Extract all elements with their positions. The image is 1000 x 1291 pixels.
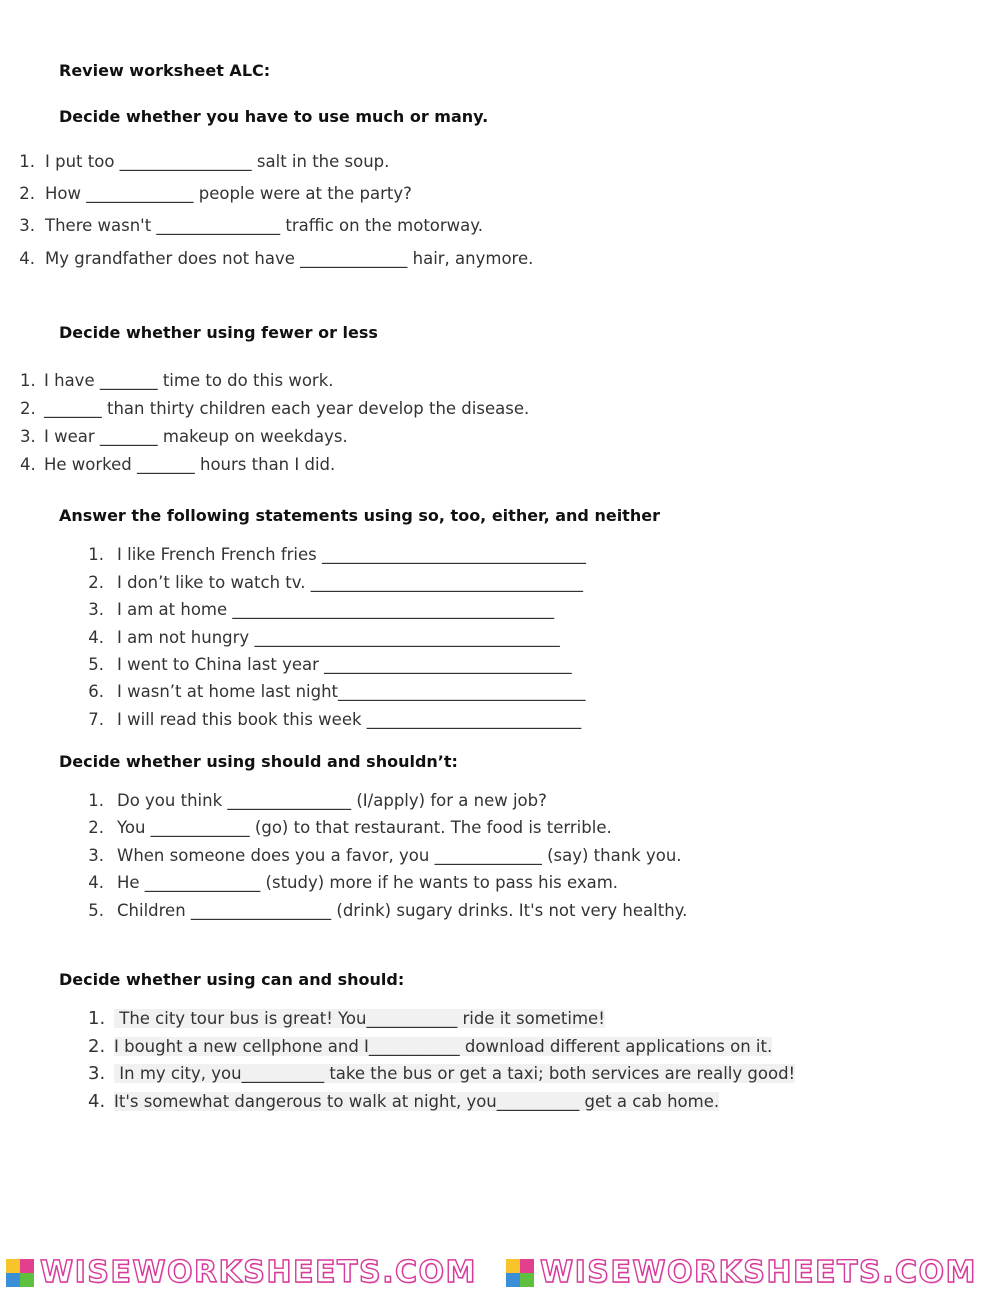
list-item: 5. I went to China last year ______________________________ — [88, 655, 572, 674]
list-item: 2. _______ than thirty children each year develop the disease. — [20, 399, 530, 418]
list-item: 1. The city tour bus is great! You___________ ride it sometime! — [88, 1008, 605, 1029]
section-heading-fewer-less: Decide whether using fewer or less — [59, 323, 378, 342]
list-item: 2. I don’t like to watch tv. _________________________________ — [88, 573, 583, 592]
list-item: 3. I wear _______ makeup on weekdays. — [20, 427, 348, 446]
list-item: 4. I am not hungry _____________________________________ — [88, 628, 560, 647]
section-heading-so-too-either-neither: Answer the following statements using so, too, either, and neither — [59, 506, 660, 525]
watermark-brand — [506, 1254, 977, 1291]
list-item: 4. He worked _______ hours than I did. — [20, 455, 336, 474]
watermark-text: WISEWORKSHEETS.COM — [40, 1255, 477, 1290]
list-item: 1. I put too ________________ salt in the soup. — [19, 152, 390, 171]
list-item: 4. He ______________ (study) more if he wants to pass his exam. — [88, 873, 619, 892]
footer-watermark — [0, 1254, 1000, 1291]
list-item: 1. I like French French fries ________________________________ — [88, 545, 587, 564]
list-item: 2. You ____________ (go) to that restaurant. The food is terrible. — [88, 818, 612, 837]
watermark-text: WISEWORKSHEETS.COM — [540, 1255, 977, 1290]
list-item: 1. I have _______ time to do this work. — [20, 371, 334, 390]
watermark-brand — [6, 1254, 477, 1291]
section-heading-much-many: Decide whether you have to use much or many. — [59, 107, 489, 126]
logo-icon — [506, 1259, 534, 1287]
list-item: 2. I bought a new cellphone and I___________ download different applications on it. — [88, 1036, 773, 1057]
list-item: 7. I will read this book this week __________________________ — [88, 710, 582, 729]
list-item: 4. It's somewhat dangerous to walk at night, you__________ get a cab home. — [88, 1091, 720, 1112]
list-item: 2. How _____________ people were at the party? — [19, 184, 412, 203]
logo-icon — [6, 1259, 34, 1287]
list-item: 1. Do you think _______________ (I/apply) for a new job? — [88, 791, 547, 810]
page-title: Review worksheet ALC: — [59, 61, 271, 80]
list-item: 3. I am at home _______________________________________ — [88, 600, 555, 619]
list-item: 3. There wasn't _______________ traffic on the motorway. — [19, 216, 483, 235]
list-item: 3. In my city, you__________ take the bus or get a taxi; both services are really good! — [88, 1063, 796, 1084]
list-item: 5. Children _________________ (drink) sugary drinks. It's not very healthy. — [88, 901, 688, 920]
section-heading-should-shouldnt: Decide whether using should and shouldn’t: — [59, 752, 458, 771]
list-item: 6. I wasn’t at home last night______________________________ — [88, 682, 586, 701]
list-item: 3. When someone does you a favor, you _____________ (say) thank you. — [88, 846, 682, 865]
list-item: 4. My grandfather does not have _____________ hair, anymore. — [19, 249, 534, 268]
section-heading-can-should: Decide whether using can and should: — [59, 970, 405, 989]
